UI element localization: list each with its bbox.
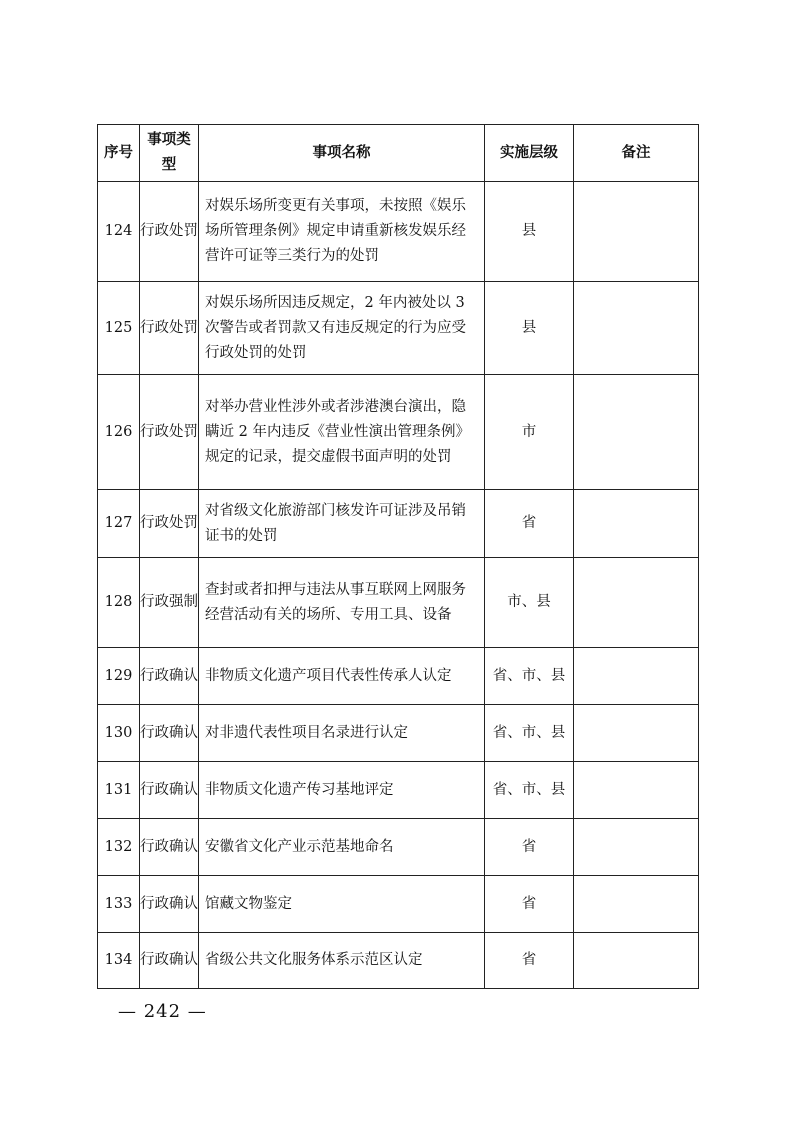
row-name: 馆藏文物鉴定 (199, 876, 485, 933)
row-name: 对娱乐场所变更有关事项，未按照《娱乐场所管理条例》规定申请重新核发娱乐经营许可证等三类行为的处罚 (199, 182, 485, 282)
table-row (98, 375, 699, 490)
row-type: 行政处罚 (140, 182, 199, 282)
header-level: 实施层级 (485, 125, 574, 182)
row-name: 查封或者扣押与违法从事互联网上网服务经营活动有关的场所、专用工具、设备 (199, 558, 485, 648)
row-type: 行政处罚 (140, 375, 199, 490)
row-note (574, 375, 699, 490)
row-name: 非物质文化遗产项目代表性传承人认定 (199, 648, 485, 705)
row-name: 对非遗代表性项目名录进行认定 (199, 705, 485, 762)
row-note (574, 876, 699, 933)
row-number: 129 (98, 648, 140, 705)
row-type: 行政确认 (140, 705, 199, 762)
row-type: 行政确认 (140, 933, 199, 989)
row-note (574, 182, 699, 282)
row-name: 对娱乐场所因违反规定，2 年内被处以 3 次警告或者罚款又有违反规定的行为应受行政处罚的处罚 (199, 282, 485, 375)
row-number: 128 (98, 558, 140, 648)
table-row (98, 282, 699, 375)
row-note (574, 648, 699, 705)
row-note (574, 282, 699, 375)
row-name: 对举办营业性涉外或者涉港澳台演出，隐瞒近 2 年内违反《营业性演出管理条例》规定的记录，提交虚假书面声明的处罚 (199, 375, 485, 490)
row-level: 省 (485, 876, 574, 933)
row-level: 县 (485, 182, 574, 282)
row-note (574, 933, 699, 989)
row-name: 对省级文化旅游部门核发许可证涉及吊销证书的处罚 (199, 490, 485, 558)
row-level: 省、市、县 (485, 762, 574, 819)
row-type: 行政处罚 (140, 490, 199, 558)
row-number: 134 (98, 933, 140, 989)
table-row (98, 819, 699, 876)
row-number: 127 (98, 490, 140, 558)
row-type: 行政确认 (140, 819, 199, 876)
row-level: 省 (485, 933, 574, 989)
row-type: 行政强制 (140, 558, 199, 648)
row-number: 126 (98, 375, 140, 490)
row-type: 行政确认 (140, 648, 199, 705)
row-level: 省、市、县 (485, 648, 574, 705)
row-note (574, 558, 699, 648)
row-level: 县 (485, 282, 574, 375)
header-name: 事项名称 (199, 125, 485, 182)
header-type: 事项类型 (140, 125, 199, 182)
table-row (98, 762, 699, 819)
header-row (98, 125, 699, 182)
row-type: 行政处罚 (140, 282, 199, 375)
row-level: 省 (485, 819, 574, 876)
row-level: 市、县 (485, 558, 574, 648)
row-note (574, 705, 699, 762)
row-level: 省、市、县 (485, 705, 574, 762)
row-number: 130 (98, 705, 140, 762)
table-row (98, 705, 699, 762)
row-note (574, 819, 699, 876)
table-row (98, 182, 699, 282)
row-number: 124 (98, 182, 140, 282)
row-note (574, 490, 699, 558)
table-row (98, 490, 699, 558)
row-number: 125 (98, 282, 140, 375)
table-row (98, 933, 699, 989)
row-level: 省 (485, 490, 574, 558)
table-row (98, 558, 699, 648)
row-number: 131 (98, 762, 140, 819)
row-number: 133 (98, 876, 140, 933)
row-name: 非物质文化遗产传习基地评定 (199, 762, 485, 819)
row-name: 省级公共文化服务体系示范区认定 (199, 933, 485, 989)
page-number: — 242 — (118, 1001, 207, 1022)
items-table (97, 124, 699, 989)
header-seq: 序号 (98, 125, 140, 182)
row-type: 行政确认 (140, 762, 199, 819)
row-note (574, 762, 699, 819)
header-note: 备注 (574, 125, 699, 182)
table-row (98, 876, 699, 933)
row-level: 市 (485, 375, 574, 490)
row-type: 行政确认 (140, 876, 199, 933)
table-row (98, 648, 699, 705)
row-name: 安徽省文化产业示范基地命名 (199, 819, 485, 876)
row-number: 132 (98, 819, 140, 876)
